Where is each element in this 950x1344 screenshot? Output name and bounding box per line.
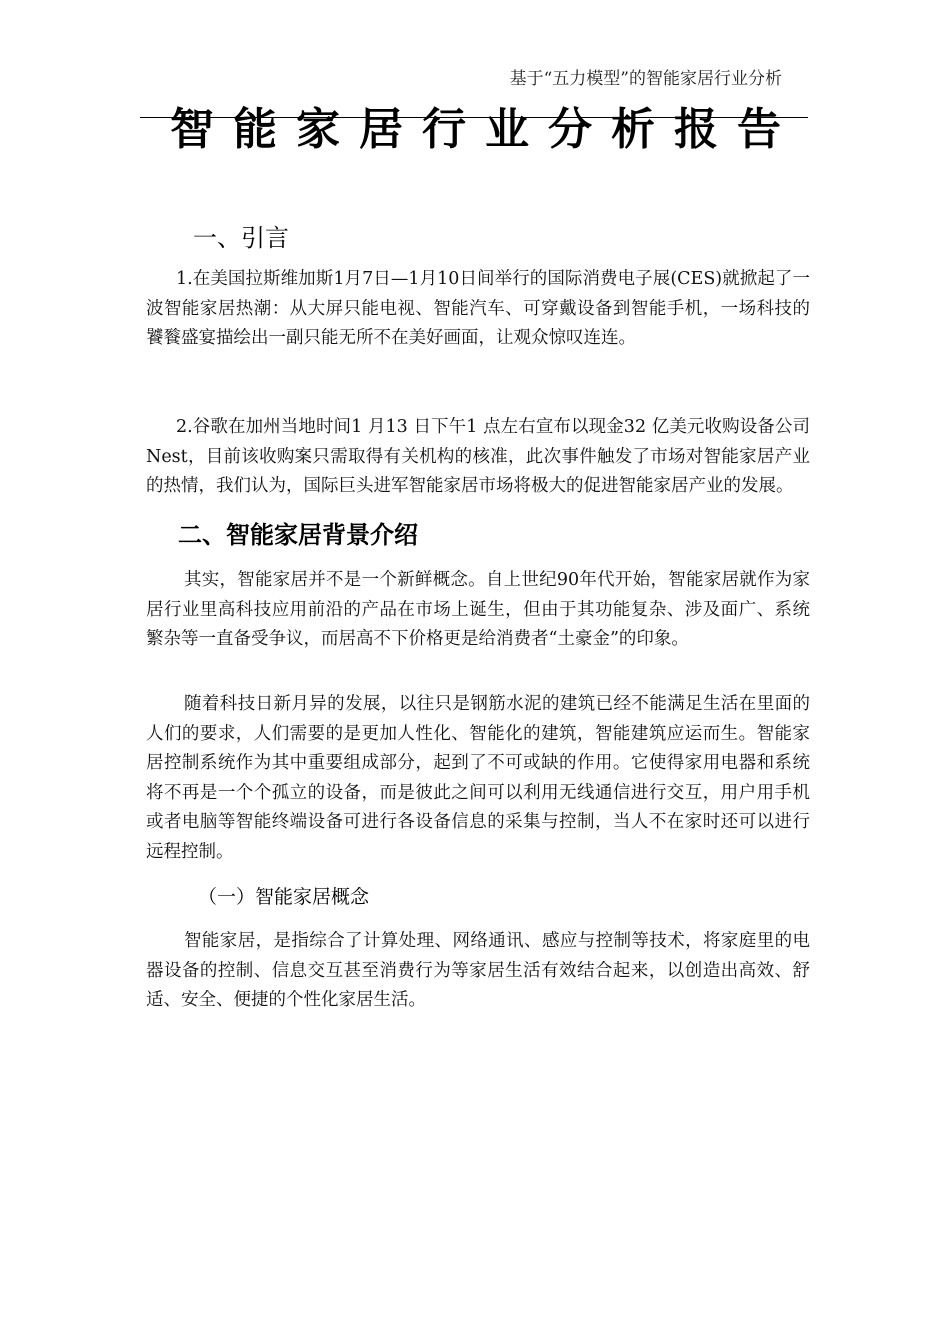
paragraph: 1.在美国拉斯维加斯1月7日—1月10日间举行的国际消费电子展(CES)就掀起了一波智能家居热潮：从大屏只能电视、智能汽车、可穿戴设备到智能手机，一场科技的饕餮盛宴描绘出一副只能无所不在美好画面，让观众惊叹连连。	[146, 269, 810, 348]
running-header: 基于“五力模型”的智能家居行业分析	[509, 69, 782, 89]
subsection-heading-concept: （一）智能家居概念	[198, 886, 370, 908]
section-heading-background: 二、智能家居背景介绍	[178, 521, 418, 549]
paragraph: 随着科技日新月异的发展，以往只是钢筋水泥的建筑已经不能满足生活在里面的人们的要求，人们需要的是更加人性化、智能化的建筑，智能建筑应运而生。智能家居控制系统作为其中重要组成部分，起到了不可或缺的作用。它使得家用电器和系统将不再是一个个孤立的设备，而是彼此之间可以利用无线通信进行交互，用户用手机或者电脑等智能终端设备可进行各设备信息的采集与控制，当人不在家时还可以进行远程控制。	[146, 694, 810, 862]
paragraph: 智能家居，是指综合了计算处理、网络通讯、感应与控制等技术，将家庭里的电器设备的控制、信息交互甚至消费行为等家居生活有效结合起来，以创造出高效、舒适、安全、便捷的个性化家居生活。	[146, 931, 810, 1010]
section-heading-introduction: 一、引言	[193, 224, 289, 252]
paragraph: 其实，智能家居并不是一个新鲜概念。自上世纪90年代开始，智能家居就作为家居行业里高科技应用前沿的产品在市场上诞生，但由于其功能复杂、涉及面广、系统繁杂等一直备受争议，而居高不下价格更是给消费者“土豪金”的印象。	[146, 570, 810, 649]
document-title: 智能家居行业分析报告	[170, 104, 800, 155]
paragraph: 2.谷歌在加州当地时间1 月13 日下午1 点左右宣布以现金32 亿美元收购设备公司 Nest，目前该收购案只需取得有关机构的核准，此次事件触发了市场对智能家居产业的热情，我们认为，国际巨头进军智能家居市场将极大的促进智能家居产业的发展。	[146, 417, 810, 496]
